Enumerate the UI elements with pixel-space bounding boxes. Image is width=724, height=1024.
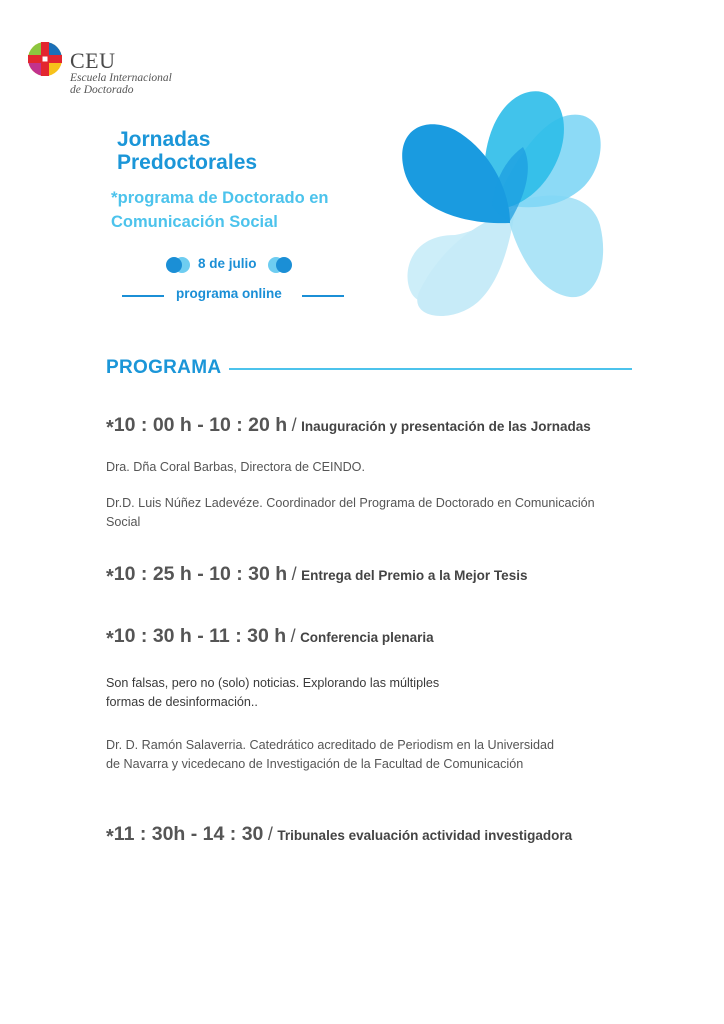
talk-title [106, 674, 439, 712]
schedule-item [106, 823, 572, 849]
schedule-separator: / [291, 415, 297, 435]
event-subtitle [111, 186, 329, 234]
speaker-text-line-1: Dr. D. Ramón Salaverria. Catedrático acreditado de Periodism en la Universidad [106, 738, 554, 752]
schedule-item [106, 625, 434, 651]
dot-pair-right-icon [268, 257, 292, 273]
schedule-title: Tribunales evaluación actividad investigadora [277, 828, 573, 843]
heading-rule [229, 368, 632, 370]
schedule-title: Entrega del Premio a la Mejor Tesis [301, 568, 528, 583]
speaker-text [106, 494, 595, 532]
ceu-logo [27, 41, 227, 101]
schedule-time: 10 : 30 h - 11 : 30 h [113, 625, 287, 647]
event-title [117, 128, 257, 174]
mode-label: programa online [176, 286, 282, 301]
divider [122, 295, 164, 297]
schedule-separator: / [267, 824, 273, 844]
talk-title-line-2: formas de desinformación.. [106, 695, 258, 709]
subtitle-line-2: Comunicación Social [111, 213, 278, 231]
schedule-separator: / [290, 626, 296, 646]
event-title-line-2: Predoctorales [117, 151, 258, 174]
section-heading: PROGRAMA [106, 357, 222, 378]
divider [302, 295, 344, 297]
asterisk-icon: * [106, 628, 114, 650]
schedule-time: 10 : 00 h - 10 : 20 h [113, 414, 288, 436]
petals-graphic [395, 85, 620, 320]
schedule-time: 10 : 25 h - 10 : 30 h [113, 563, 288, 585]
event-date [166, 255, 296, 275]
speaker-text-line-2: de Navarra y vicedecano de Investigación de la Facultad de Comunicación [106, 757, 524, 771]
date-label: 8 de julio [198, 256, 257, 271]
ceu-emblem-icon [27, 41, 63, 77]
logo-tagline-1: Escuela Internacional [70, 72, 172, 84]
schedule-item [106, 563, 527, 589]
asterisk-icon: * [106, 566, 114, 588]
speaker-text [106, 736, 554, 774]
asterisk-icon: * [106, 417, 114, 439]
subtitle-line-1: programa de Doctorado en [117, 189, 329, 207]
schedule-title: Conferencia plenaria [300, 630, 434, 645]
schedule-title: Inauguración y presentación de las Jornadas [301, 419, 591, 434]
asterisk-icon: * [111, 188, 118, 207]
logo-tagline-2: de Doctorado [70, 84, 134, 96]
speaker-text-line-1: Dr.D. Luis Núñez Ladevéze. Coordinador del Programa de Doctorado en Comunicación [106, 496, 595, 510]
schedule-time: 11 : 30h - 14 : 30 [113, 823, 264, 845]
asterisk-icon: * [106, 826, 114, 848]
schedule-separator: / [291, 564, 297, 584]
speaker-text-line-2: Social [106, 515, 141, 529]
talk-title-line-1: Son falsas, pero no (solo) noticias. Explorando las múltiples [106, 676, 440, 690]
logo-wordmark: CEU [70, 48, 116, 73]
dot-pair-left-icon [166, 257, 190, 273]
schedule-item [106, 414, 591, 440]
event-title-line-1: Jornadas [117, 128, 211, 151]
event-mode [122, 285, 344, 305]
speaker-text: Dra. Dña Coral Barbas, Directora de CEINDO. [106, 460, 365, 474]
